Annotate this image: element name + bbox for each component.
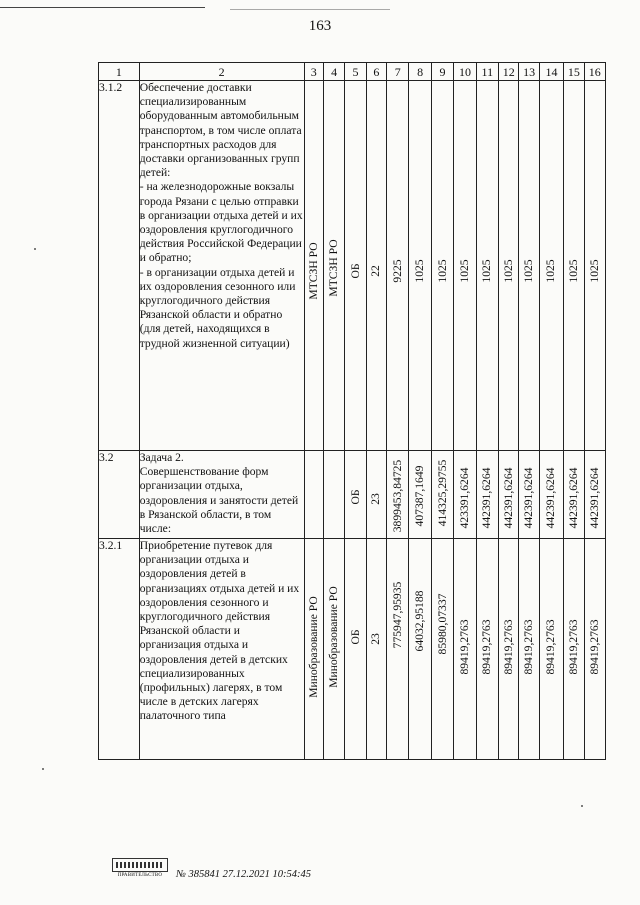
table-cell xyxy=(366,451,386,539)
column-number: 7 xyxy=(387,63,409,81)
table-cell xyxy=(409,539,431,760)
cell-value: 442391,6264 xyxy=(587,467,601,529)
table-cell xyxy=(387,539,409,760)
cell-value: 22 xyxy=(369,265,383,277)
table-cell xyxy=(564,451,584,539)
cell-value: Минобразование РО xyxy=(327,586,341,688)
column-number: 2 xyxy=(139,63,304,81)
table-row xyxy=(99,81,606,451)
document-registration-stamp: № 385841 27.12.2021 10:54:45 xyxy=(176,869,312,880)
cell-value: 1025 xyxy=(480,259,494,283)
table-cell xyxy=(323,81,344,451)
cell-value: 89419,2763 xyxy=(544,619,558,675)
row-description-text: Задача 2. Совершенствование форм организации отдыха, оздоровления и занятости детей в Рязанской области, в том числе: xyxy=(139,451,299,536)
cell-value: 414325,29755 xyxy=(435,459,449,527)
cell-value: 442391,6264 xyxy=(544,467,558,529)
cell-value: 407387,1649 xyxy=(413,465,427,527)
cell-value: 89419,2763 xyxy=(480,619,494,675)
table-cell xyxy=(409,451,431,539)
table-cell xyxy=(476,81,498,451)
cell-value: 89419,2763 xyxy=(457,619,471,675)
table-cell xyxy=(564,539,584,760)
cell-value: ОБ xyxy=(348,489,362,505)
table-cell xyxy=(345,81,366,451)
row-description-text: Обеспечение доставки специализированным оборудованным автомобильным транспортом, в том числе оплата транспортных расходов для доставки организованных групп детей: - на железнодорожные вокзалы города Рязани с целью отправки в организации отдыха детей и их оздоровления круглогодичного действия Российской Федерации и обратно; - в организации отдыха детей и их оздоровления сезонного или круглогодичного действия Рязанской области и обратно (для детей, находящихся в трудной жизненной ситуации) xyxy=(139,81,303,350)
cell-value: МТСЗН РО xyxy=(306,242,320,300)
table-row xyxy=(99,539,606,760)
cell-value: 85980,07337 xyxy=(435,593,449,655)
table-cell xyxy=(519,451,539,539)
column-number: 13 xyxy=(519,63,539,81)
row-description xyxy=(139,81,304,451)
table-cell xyxy=(499,539,519,760)
table-cell xyxy=(431,451,453,539)
cell-value: 1025 xyxy=(566,259,580,283)
column-number: 16 xyxy=(584,63,605,81)
table-cell xyxy=(304,451,323,539)
cell-value: 89419,2763 xyxy=(522,619,536,675)
cell-value: 64032,95188 xyxy=(413,590,427,652)
cell-value: 9225 xyxy=(390,259,404,283)
table-cell xyxy=(323,539,344,760)
table-cell xyxy=(476,539,498,760)
table-cell xyxy=(454,451,476,539)
table-cell xyxy=(387,451,409,539)
table-cell xyxy=(539,81,563,451)
table-cell xyxy=(409,81,431,451)
table-cell xyxy=(431,81,453,451)
budget-table xyxy=(98,62,606,760)
cell-value: ОБ xyxy=(348,629,362,645)
table-cell xyxy=(366,81,386,451)
row-number: 3.2 xyxy=(99,451,140,539)
page-number: 163 xyxy=(308,18,332,34)
cell-value: 89419,2763 xyxy=(587,619,601,675)
table-cell xyxy=(499,81,519,451)
table-cell xyxy=(454,539,476,760)
barcode-stamp-icon xyxy=(112,858,168,872)
column-number: 8 xyxy=(409,63,431,81)
cell-value: МТСЗН РО xyxy=(327,239,341,297)
table-row xyxy=(99,451,606,539)
table-cell xyxy=(519,539,539,760)
table-cell xyxy=(499,451,519,539)
scan-speck xyxy=(42,768,44,770)
table-cell xyxy=(476,451,498,539)
cell-value: 442391,6264 xyxy=(501,467,515,529)
table-cell xyxy=(431,539,453,760)
column-number: 1 xyxy=(99,63,140,81)
cell-value: 23 xyxy=(369,493,383,505)
table-cell xyxy=(539,451,563,539)
column-number: 12 xyxy=(499,63,519,81)
row-number: 3.1.2 xyxy=(99,81,140,451)
column-number: 4 xyxy=(323,63,344,81)
row-description xyxy=(139,539,304,760)
table-cell xyxy=(387,81,409,451)
cell-value: 442391,6264 xyxy=(522,467,536,529)
cell-value: 89419,2763 xyxy=(566,619,580,675)
table-cell xyxy=(454,81,476,451)
column-number: 14 xyxy=(539,63,563,81)
cell-value: ОБ xyxy=(348,263,362,279)
cell-value: 1025 xyxy=(457,259,471,283)
cell-value: 23 xyxy=(369,633,383,645)
column-number: 10 xyxy=(454,63,476,81)
cell-value: 442391,6264 xyxy=(480,467,494,529)
cell-value: 423391,6264 xyxy=(457,467,471,529)
scan-edge-line xyxy=(0,7,205,8)
table-cell xyxy=(584,539,605,760)
stamp-caption: ПРАВИТЕЛЬСТВО xyxy=(117,873,163,878)
cell-value: 1025 xyxy=(544,259,558,283)
cell-value: 1025 xyxy=(522,259,536,283)
cell-value: 442391,6264 xyxy=(566,467,580,529)
cell-value: 3899453,84725 xyxy=(390,459,404,533)
cell-value: 1025 xyxy=(435,259,449,283)
table-cell xyxy=(519,81,539,451)
cell-value: 1025 xyxy=(587,259,601,283)
table-cell xyxy=(304,539,323,760)
table-cell xyxy=(366,539,386,760)
column-number: 11 xyxy=(476,63,498,81)
row-description xyxy=(139,451,304,539)
cell-value: 775947,95935 xyxy=(390,581,404,649)
cell-value: 1025 xyxy=(501,259,515,283)
table-cell xyxy=(564,81,584,451)
column-number: 15 xyxy=(564,63,584,81)
column-number: 5 xyxy=(345,63,366,81)
column-number-row xyxy=(99,63,606,81)
column-number: 9 xyxy=(431,63,453,81)
table-cell xyxy=(345,539,366,760)
table-cell xyxy=(345,451,366,539)
cell-value: 1025 xyxy=(413,259,427,283)
scan-speck xyxy=(581,805,583,807)
row-number: 3.2.1 xyxy=(99,539,140,760)
cell-value: Минобразование РО xyxy=(306,596,320,698)
scan-speck xyxy=(34,248,36,250)
table-cell xyxy=(323,451,344,539)
table-cell xyxy=(584,451,605,539)
row-description-text: Приобретение путевок для организации отдыха и оздоровления детей в организациях отдыха детей и их оздоровления сезонного и круглогодичного действия Рязанской области и организация отдыха и оздоровления детей в детских специализированных (профильных) лагерях, в том числе в детских лагерях палаточного типа xyxy=(139,539,300,723)
table-cell xyxy=(304,81,323,451)
column-number: 6 xyxy=(366,63,386,81)
scan-edge-line xyxy=(230,9,390,10)
table-cell xyxy=(539,539,563,760)
cell-value: 89419,2763 xyxy=(501,619,515,675)
table-cell xyxy=(584,81,605,451)
column-number: 3 xyxy=(304,63,323,81)
